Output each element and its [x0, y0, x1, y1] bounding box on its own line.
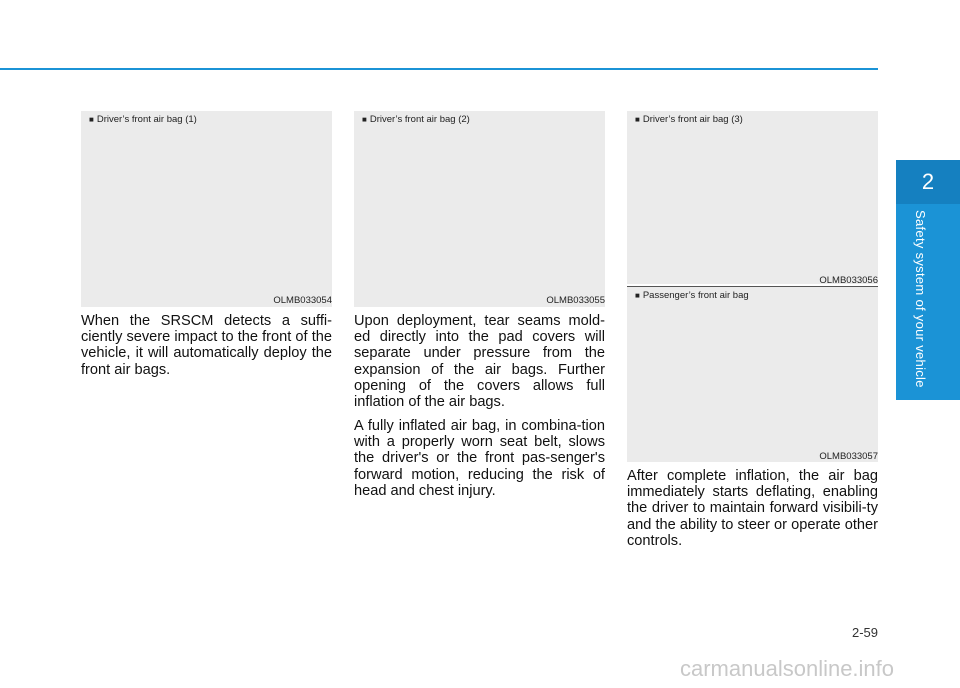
chapter-title-text: Safety system of your vehicle	[913, 210, 928, 388]
bullet-icon: ■	[635, 115, 640, 124]
figure-caption: ■ Driver’s front air bag (1)	[89, 114, 197, 125]
figure-caption: ■ Passenger’s front air bag	[635, 290, 749, 301]
figure-code: OLMB033057	[819, 451, 878, 462]
bullet-icon: ■	[89, 115, 94, 124]
figure-caption: ■ Driver’s front air bag (2)	[362, 114, 470, 125]
page-number: 2-59	[851, 625, 878, 640]
body-paragraph: When the SRSCM detects a suffi-ciently severe impact to the front of the vehicle, it will automatically deploy the front air bags.	[81, 313, 332, 378]
header-rule	[0, 68, 878, 70]
bullet-icon: ■	[362, 115, 367, 124]
figure-passenger-airbag	[627, 287, 878, 462]
figure-code: OLMB033054	[273, 295, 332, 306]
body-paragraph: A fully inflated air bag, in combina-tion with a properly worn seat belt, slows the driver's or the front pas-senger's forward motion, reducing the risk of head and chest injury.	[354, 418, 605, 499]
figure-drivers-airbag-2	[354, 111, 605, 307]
figure-drivers-airbag-1	[81, 111, 332, 307]
chapter-tab	[896, 160, 960, 400]
watermark: carmanualsonline.info	[680, 656, 895, 681]
figure-code: OLMB033056	[819, 275, 878, 286]
chapter-number: 2	[896, 160, 960, 204]
body-paragraph: After complete inflation, the air bag immediately starts deflating, enabling the driver to maintain forward visibili-ty and the ability to steer or operate other controls.	[627, 468, 878, 549]
body-paragraph: Upon deployment, tear seams mold-ed directly into the pad covers will separate under pressure from the expansion of the air bags. Further opening of the covers allows full inflation of the air bags.	[354, 313, 605, 411]
bullet-icon: ■	[635, 291, 640, 300]
figure-code: OLMB033055	[546, 295, 605, 306]
figure-caption: ■ Driver’s front air bag (3)	[635, 114, 743, 125]
figure-drivers-airbag-3	[627, 111, 878, 284]
